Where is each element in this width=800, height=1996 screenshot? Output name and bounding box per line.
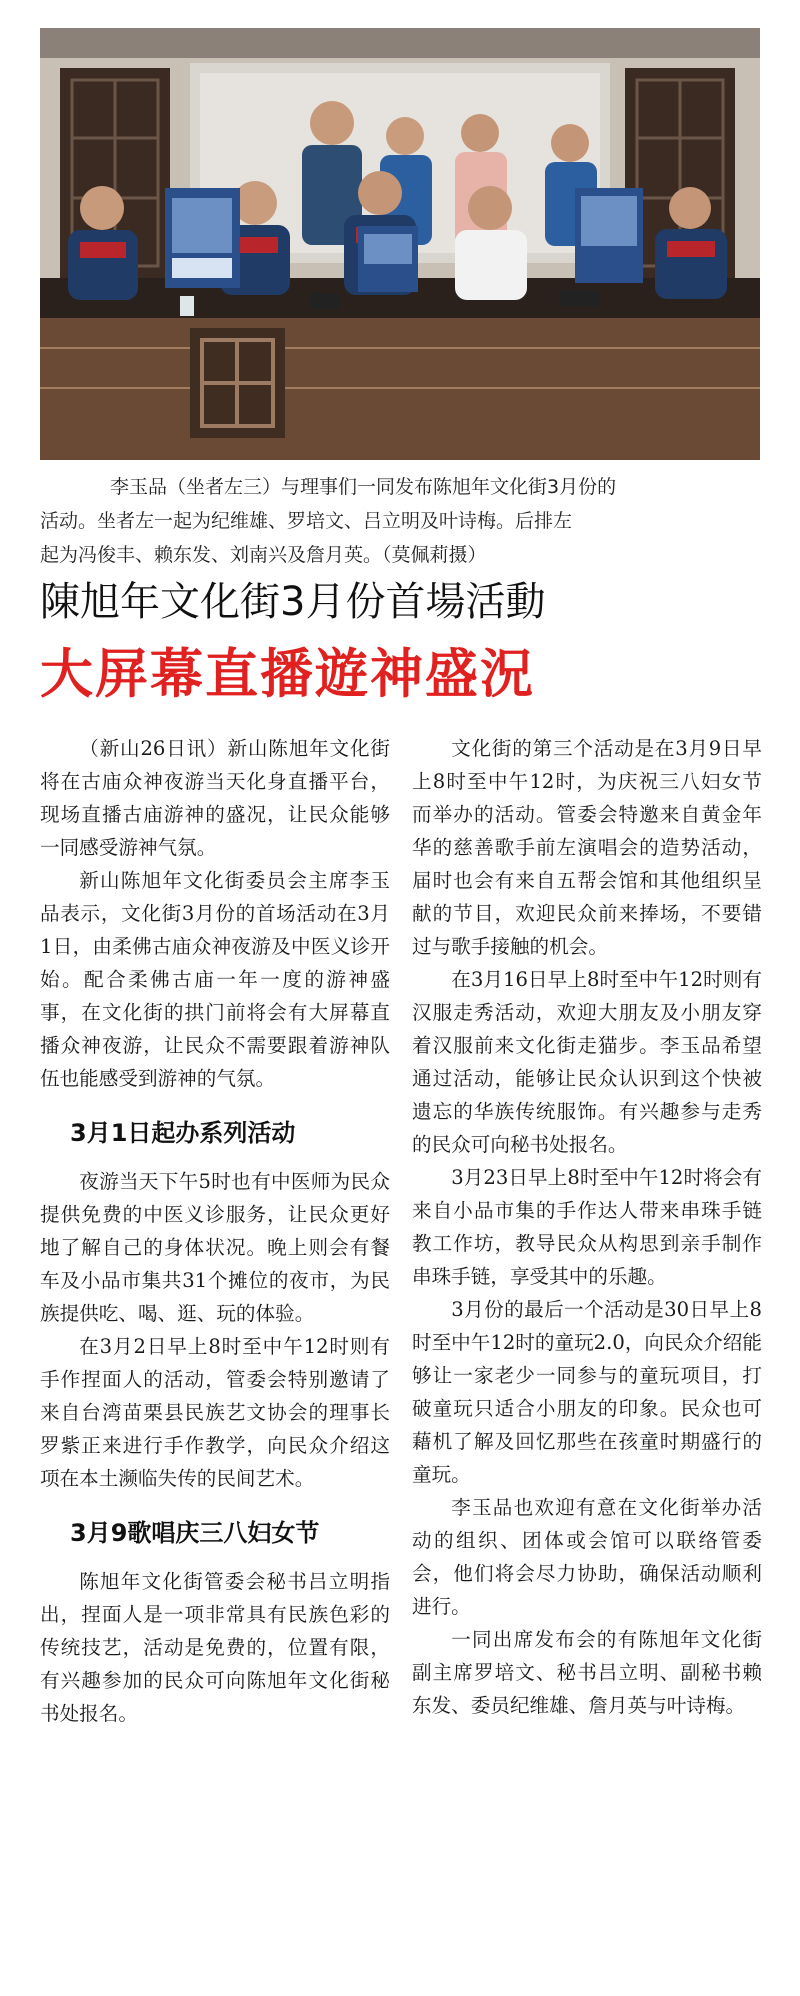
article-paragraph: 文化街的第三个活动是在3月9日早上8时至中午12时，为庆祝三八妇女节而举办的活动。管委会特邀来自黄金年华的慈善歌手前左演唱会的造势活动，届时也会有来自五帮会馆和其他组织呈献的节目，欢迎民众前来捧场，不要错过与歌手接触的机会。: [412, 737, 762, 958]
article-subhead: 3月9歌唱庆三八妇女节: [70, 1519, 320, 1547]
article-column-right: [412, 732, 762, 1722]
article-paragraph: 夜游当天下午5时也有中医师为民众提供免费的中医义诊服务，让民众更好地了解自己的身体状况。晚上则会有餐车及小品市集共31个摊位的夜市，为民族提供吃、喝、逛、玩的体验。: [40, 1170, 390, 1325]
headline-title: 陳旭年文化街3月份首場活動: [40, 579, 546, 625]
article-paragraph: 新山陈旭年文化街委员会主席李玉品表示，文化街3月份的首场活动在3月1日，由柔佛古庙众神夜游及中医义诊开始。配合柔佛古庙一年一度的游神盛事，在文化街的拱门前将会有大屏幕直播众神夜游，让民众不需要跟着游神队伍也能感受到游神的气氛。: [40, 869, 390, 1090]
article-paragraph: 3月份的最后一个活动是30日早上8时至中午12时的童玩2.0，向民众介绍能够让一家老少一同参与的童玩项目，打破童玩只适合小朋友的印象。民众也可藉机了解及回忆那些在孩童时期盛行的童玩。: [412, 1298, 762, 1486]
caption-line: 李玉品（坐者左三）与理事们一同发布陈旭年文化街3月份的: [110, 476, 617, 498]
article-column-left: [40, 732, 390, 1730]
article-paragraph: 3月23日早上8时至中午12时将会有来自小品市集的手作达人带来串珠手链教工作坊，教导民众从构思到亲手制作串珠手链，享受其中的乐趣。: [412, 1166, 762, 1288]
photo-caption: [40, 470, 760, 572]
group-photo: [40, 28, 760, 460]
article-paragraph: 在3月2日早上8时至中午12时则有手作捏面人的活动，管委会特别邀请了来自台湾苗栗县民族艺文协会的理事长罗紫正来进行手作教学，向民众介绍这项在本土濒临失传的民间艺术。: [40, 1335, 390, 1490]
caption-line: 起为冯俊丰、赖东发、刘南兴及詹月英。（莫佩莉摄）: [40, 544, 487, 566]
article-paragraph: （新山26日讯）新山陈旭年文化街将在古庙众神夜游当天化身直播平台，现场直播古庙游神的盛况，让民众能够一同感受游神气氛。: [40, 737, 390, 859]
headline-subtitle: 大屏幕直播遊神盛況: [40, 644, 535, 705]
article-paragraph: 一同出席发布会的有陈旭年文化街副主席罗培文、秘书吕立明、副秘书赖东发、委员纪维雄、詹月英与叶诗梅。: [412, 1628, 762, 1717]
article-subhead: 3月1日起办系列活动: [70, 1119, 296, 1147]
article-paragraph: 陈旭年文化街管委会秘书吕立明指出，捏面人是一项非常具有民族色彩的传统技艺，活动是免费的，位置有限，有兴趣参加的民众可向陈旭年文化街秘书处报名。: [40, 1570, 390, 1725]
article-paragraph: 李玉品也欢迎有意在文化街举办活动的组织、团体或会馆可以联络管委会，他们将会尽力协助，确保活动顺利进行。: [412, 1496, 762, 1618]
caption-line: 活动。坐者左一起为纪维雄、罗培文、吕立明及叶诗梅。后排左: [40, 510, 573, 532]
article-paragraph: 在3月16日早上8时至中午12时则有汉服走秀活动，欢迎大朋友及小朋友穿着汉服前来文化街走猫步。李玉品希望通过活动，能够让民众认识到这个快被遗忘的华族传统服饰。有兴趣参与走秀的民众可向秘书处报名。: [412, 968, 762, 1156]
group-photo-illustration: [40, 28, 760, 460]
